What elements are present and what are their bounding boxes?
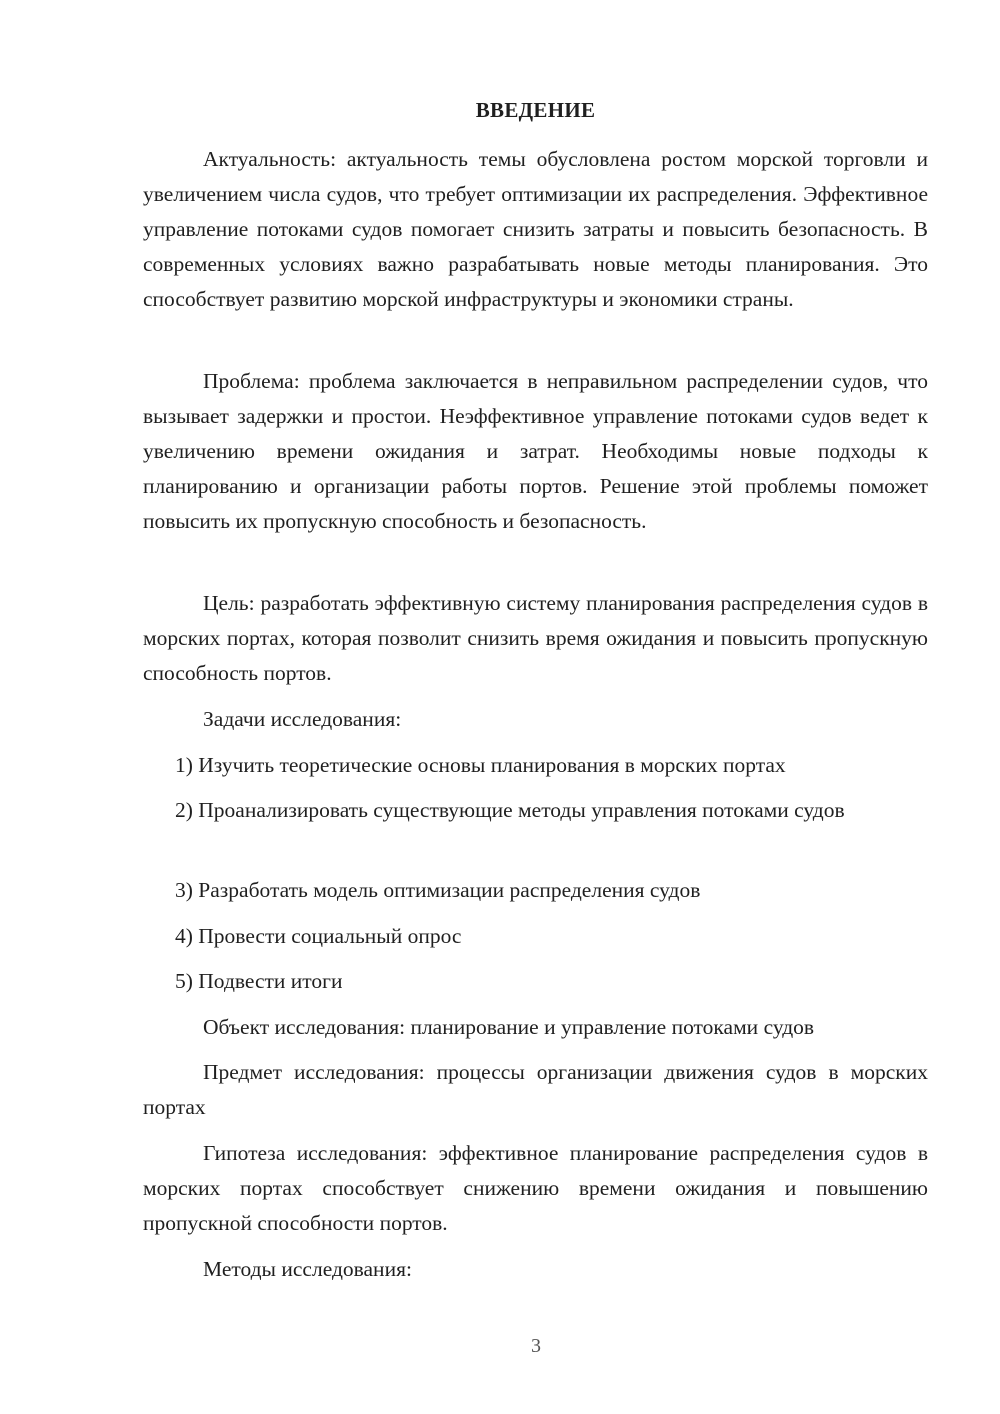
paragraph-hypothesis: Гипотеза исследования: эффективное планирование распределения судов в морских портах способствует снижению времени ожидания и повышению пропускной способности портов. [143,1141,928,1235]
paragraph-relevance: Актуальность: актуальность темы обусловлена ростом морской торговли и увеличением числа судов, что требует оптимизации их распределения. Эффективное управление потоками судов помогает снизить затраты и повысить безопасность. В современных условиях важно разрабатывать новые методы планирования. Это способствует развитию морской инфраструктуры и экономики страны. [143,147,928,311]
paragraph-subject: Предмет исследования: процессы организации движения судов в морских портах [143,1060,928,1119]
page-title: ВВЕДЕНИЕ [475,98,596,122]
task-item-5: 5) Подвести итоги [175,969,343,993]
paragraph-object: Объект исследования: планирование и управление потоками судов [203,1015,815,1039]
task-item-3: 3) Разработать модель оптимизации распределения судов [175,878,701,902]
tasks-heading: Задачи исследования: [203,707,402,731]
paragraph-goal: Цель: разработать эффективную систему планирования распределения судов в морских портах, которая позволит снизить время ожидания и повысить пропускную способность портов. [143,591,928,685]
paragraph-problem: Проблема: проблема заключается в неправильном распределении судов, что вызывает задержки и простои. Неэффективное управление потоками судов ведет к увеличению времени ожидания и затрат. Необходимы новые подходы к планированию и организации работы портов. Решение этой проблемы поможет повысить их пропускную способность и безопасность. [143,369,928,533]
task-item-4: 4) Провести социальный опрос [175,924,462,948]
task-item-1: 1) Изучить теоретические основы планирования в морских портах [175,753,786,777]
methods-heading: Методы исследования: [203,1257,412,1281]
task-item-2: 2) Проанализировать существующие методы управления потоками судов [175,798,845,822]
page-number: 3 [531,1335,541,1357]
